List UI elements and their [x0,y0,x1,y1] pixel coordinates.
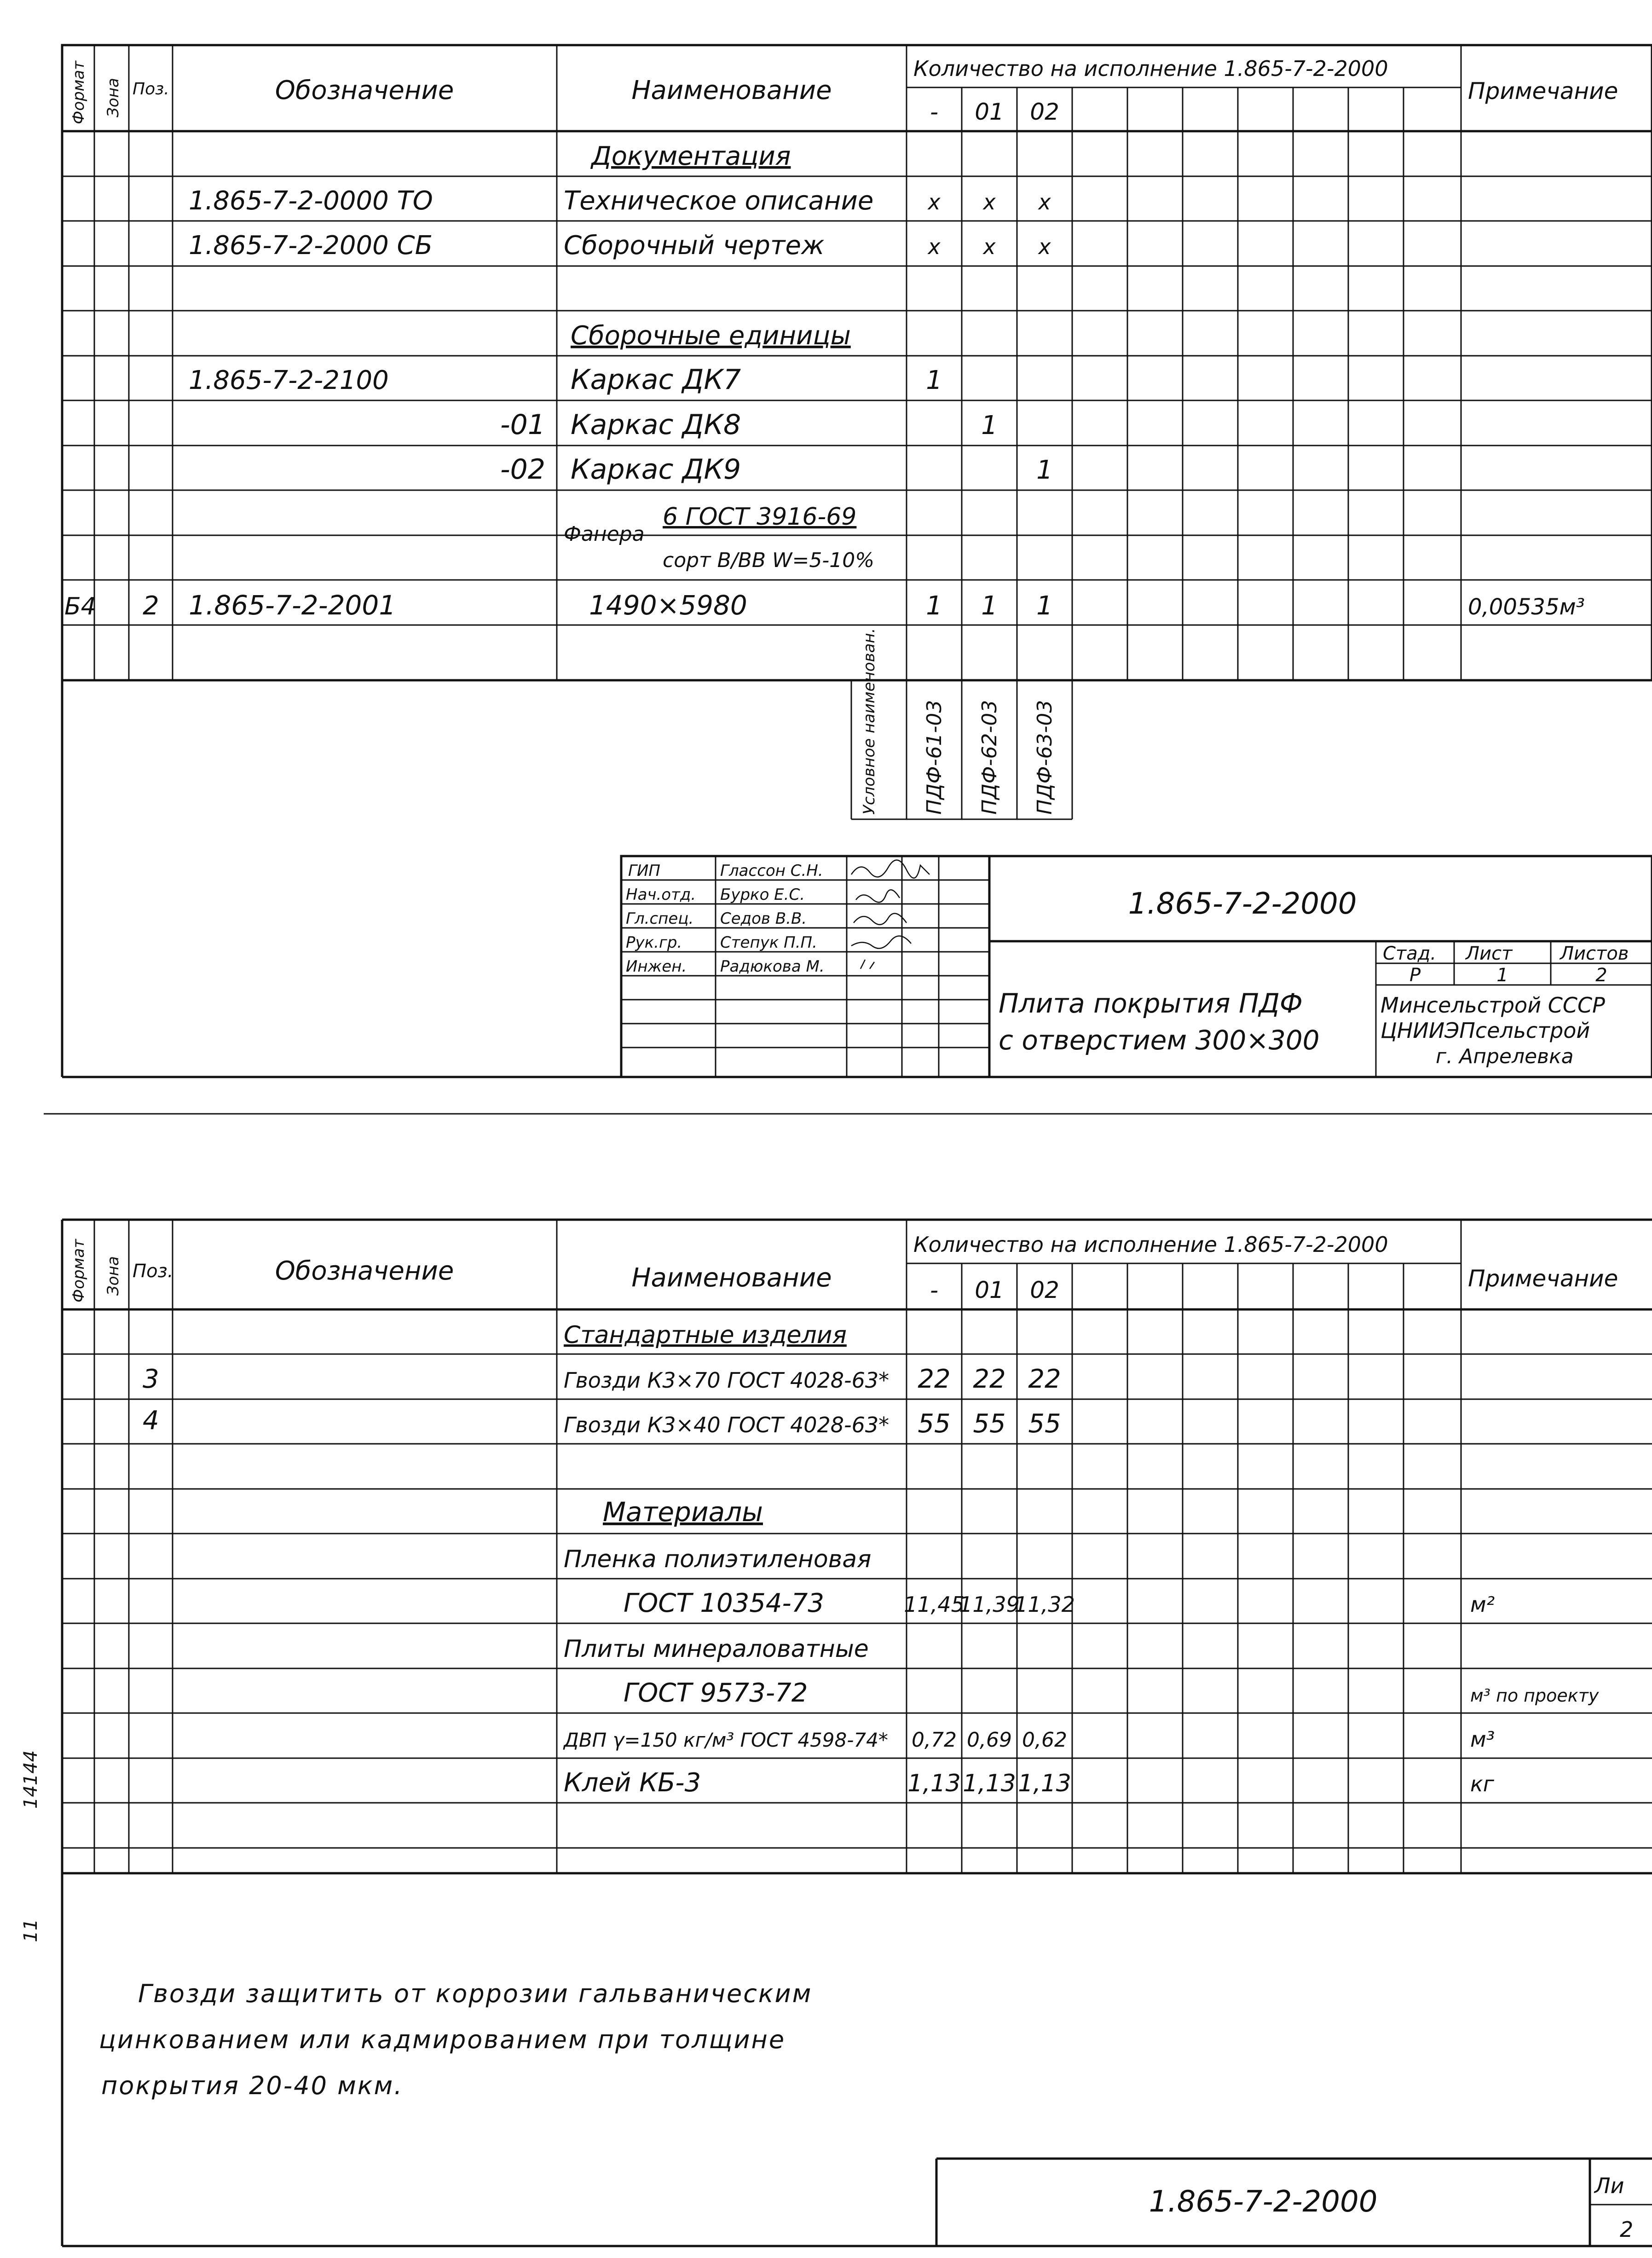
row-name: Плиты минераловатные [564,1635,869,1663]
sheet1-grid [62,45,1652,680]
row-name: ГОСТ 10354-73 [624,1588,824,1618]
cond-names [860,628,1057,815]
sheet1-gridlines [62,45,1652,680]
row-qty: 1 [1036,591,1053,621]
row-name: ДВП γ=150 кг/м³ ГОСТ 4598-74* [564,1729,888,1751]
row-qty: 1 [981,411,998,440]
stamp-doc-number: 1.865-7-2-2000 [1149,2185,1378,2219]
tb-person: Глассон С.Н. [720,862,823,880]
row-note: м³ [1470,1727,1495,1752]
row-name: 1490×5980 [589,590,747,621]
tb-doc-number: 1.865-7-2-2000 [1128,887,1357,921]
tb-person: Радюкова М. [720,957,825,976]
tb-stage: Р [1409,965,1421,986]
row-qty: 1 [1036,455,1053,485]
header-variant-1: - [930,1277,939,1303]
header-qty-title: Количество на исполнение 1.865-7-2-2000 [913,1232,1388,1257]
row-name: Каркас ДК7 [571,364,741,396]
row-designation: -02 [500,453,545,486]
row-format: Б4 [64,593,96,620]
sheet1-header [69,56,1618,125]
tb-person: Степук П.П. [720,933,817,952]
row-qty: x [1038,190,1051,214]
row-qty: x [928,234,941,259]
row-qty: x [1038,234,1051,259]
header-qty-title: Количество на исполнение 1.865-7-2-2000 [913,56,1388,81]
header-format: Формат [69,61,88,124]
tb-org: ЦНИИЭПсельстрой [1381,1018,1590,1043]
row-qty: 22 [918,1364,951,1394]
section-title: Материалы [603,1496,763,1528]
row-name: Клей КБ-3 [564,1768,701,1798]
signature-scribbles [851,860,930,969]
tb-stage-label: Стад. [1383,943,1437,964]
header-name: Наименование [631,1263,832,1293]
sheet2-rows [143,1321,1599,1798]
row-qty: 55 [1028,1409,1061,1439]
cond-name: ПДФ-61-03 [923,700,946,815]
row-qty: 1 [926,365,942,395]
sheet2-header [69,1232,1618,1303]
row-designation: 1.865-7-2-2000 СБ [189,231,433,261]
cond-name: ПДФ-62-03 [978,700,1001,815]
section-title: Документация [591,141,791,171]
row-name: Гвозди К3×70 ГОСТ 4028-63* [564,1368,890,1393]
margin-marks [20,1750,41,1942]
row-qty: 1,13 [1018,1770,1071,1797]
row-qty: 0,69 [967,1728,1012,1752]
row-qty: x [983,234,996,259]
section-title: Сборочные единицы [571,321,851,351]
header-name: Наименование [631,75,832,105]
row-note: м² [1470,1592,1495,1617]
note-line: покрытия 20-40 мкм. [101,2071,404,2100]
row-qty: 55 [973,1409,1006,1439]
row-name: Техническое описание [564,186,874,216]
row-qty: 0,72 [912,1728,957,1752]
tb-role: Нач.отд. [626,886,696,904]
row-name: Каркас ДК8 [571,409,741,441]
header-zone: Зона [104,1256,122,1296]
header-designation: Обозначение [275,75,454,105]
row-designation: 1.865-7-2-2100 [189,365,389,395]
note-line: цинкованием или кадмированием при толщине [99,2025,786,2054]
row-qty: 1 [926,591,942,621]
row-qty: 0,62 [1022,1728,1067,1752]
header-variant-2: 01 [975,98,1004,125]
stamp-corner: Ли [1594,2173,1624,2198]
row-designation: 1.865-7-2-2001 [189,590,396,621]
row-name: Сборочный чертеж [564,231,825,261]
row-name: 6 ГОСТ 3916-69 [663,503,857,531]
sheet2-stamp-text [1149,2173,1634,2242]
header-pos: Поз. [133,80,169,98]
tb-role: ГИП [628,862,660,880]
tb-person: Бурко Е.С. [720,886,805,904]
tb-title-line2: с отверстием 300×300 [999,1025,1320,1056]
header-designation: Обозначение [275,1256,454,1286]
margin-mark: 11 [20,1919,41,1942]
cond-label: Условное наименован. [860,628,878,815]
sheet1-rows [64,141,1585,621]
row-note: м³ по проекту [1470,1685,1599,1706]
header-variant-2: 01 [975,1277,1004,1303]
row-qty: 1 [981,591,998,621]
title-block-text [626,860,1629,1068]
row-qty: 22 [973,1364,1006,1394]
row-note: кг [1470,1772,1494,1796]
notes-block [99,1979,812,2100]
tb-sheet: 1 [1496,965,1508,986]
header-note: Примечание [1468,1265,1618,1292]
cond-name: ПДФ-63-03 [1033,700,1057,815]
section-title: Стандартные изделия [564,1321,847,1349]
row-name: Каркас ДК9 [571,453,741,486]
row-name: ГОСТ 9573-72 [624,1678,808,1708]
tb-org: г. Апрелевка [1436,1045,1574,1068]
row-name: Гвозди К3×40 ГОСТ 4028-63* [564,1413,890,1437]
margin-inv-number: 14144 [20,1750,41,1809]
row-qty: 22 [1028,1364,1061,1394]
row-qty: 11,32 [1014,1592,1075,1617]
note-line: Гвозди защитить от коррозии гальваническим [138,1979,813,2008]
row-qty: 55 [918,1409,951,1439]
row-designation: 1.865-7-2-0000 ТО [189,186,433,216]
row-pos: 2 [143,591,159,621]
header-pos: Поз. [133,1261,173,1282]
header-zone: Зона [104,78,122,117]
stamp-corner: 2 [1620,2217,1634,2242]
tb-sheet-label: Лист [1466,943,1513,964]
header-variant-3: 02 [1030,98,1059,125]
row-name: Пленка полиэтиленовая [564,1546,872,1573]
row-pos: 3 [143,1364,159,1394]
row-qty: 1,13 [907,1770,961,1797]
row-name: Фанера [564,522,645,546]
tb-sheets-label: Листов [1560,943,1629,964]
header-variant-1: - [930,98,939,125]
tb-org: Минсельстрой СССР [1381,993,1605,1018]
tb-role: Рук.гр. [626,933,682,952]
tb-title-line1: Плита покрытия ПДФ [999,988,1303,1019]
row-designation: -01 [500,409,545,441]
header-note: Примечание [1468,78,1618,104]
row-qty: 1,13 [963,1770,1016,1797]
row-pos: 4 [143,1406,159,1436]
row-qty: 11,45 [904,1592,965,1617]
row-name: сорт В/ВВ W=5-10% [663,549,875,572]
row-note: 0,00535м³ [1468,594,1585,620]
tb-role: Гл.спец. [626,909,694,928]
tb-person: Седов В.В. [720,909,807,928]
header-variant-3: 02 [1030,1277,1059,1303]
tb-sheets: 2 [1595,965,1607,986]
row-qty: 11,39 [959,1592,1020,1617]
header-format: Формат [69,1239,88,1303]
row-qty: x [928,190,941,214]
row-qty: x [983,190,996,214]
tb-role: Инжен. [626,957,687,976]
